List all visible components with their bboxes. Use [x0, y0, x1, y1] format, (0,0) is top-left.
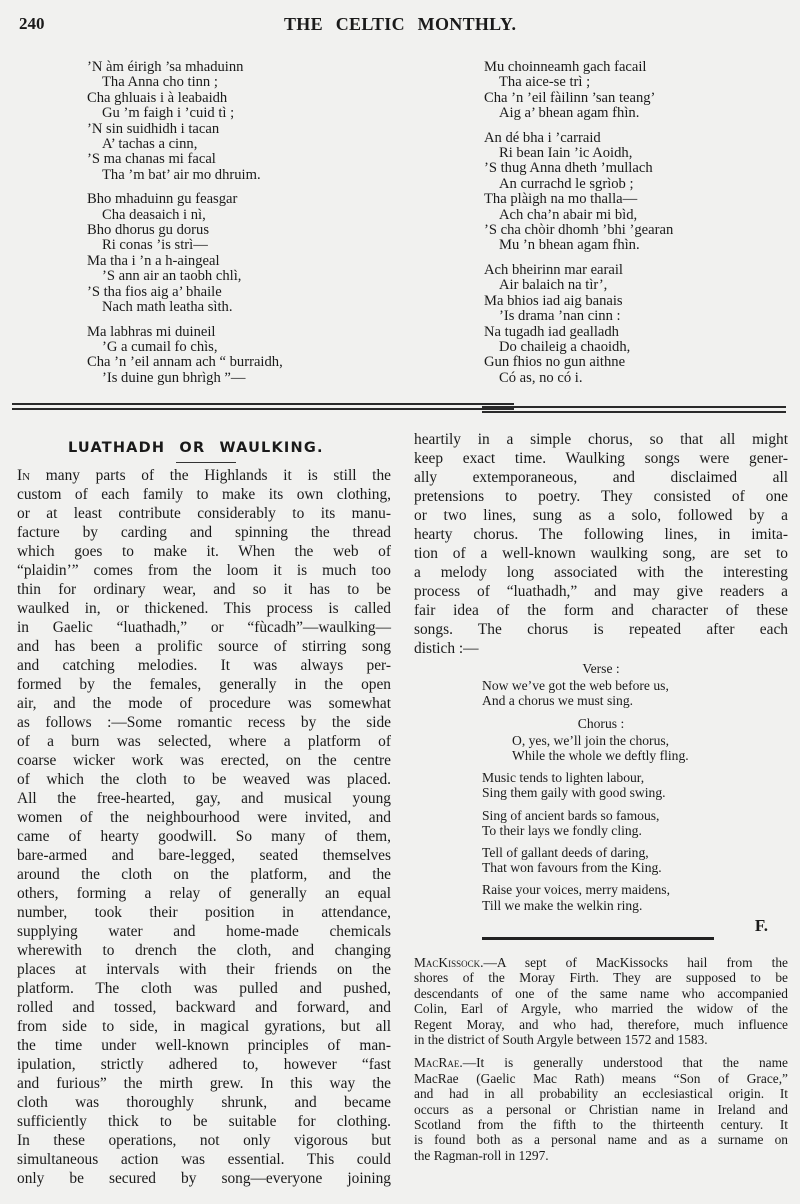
poem-line: Ma labhras mi duineil: [87, 323, 216, 340]
article-line: cloth was thoroughly shrunk, and became: [17, 1094, 391, 1111]
article-line: women of the neighbourhood were invited, and: [17, 809, 391, 826]
poem-line: ’S ma chanas mi facal: [87, 151, 216, 168]
poem-line: Ma tha i ’n a h-aingeal: [87, 252, 220, 269]
poem-line: Na tugadh iad gealladh: [484, 323, 619, 340]
song-line: And a chorus we must sing.: [482, 693, 634, 709]
song-line: Tell of gallant deeds of daring,: [482, 845, 649, 861]
article-line: [17, 466, 391, 485]
poem-line: ’S tha fios aig a’ bhaile: [87, 283, 222, 300]
verse-label: Verse :: [582, 661, 620, 676]
article-line: heartily in a simple chorus, so that all might: [414, 431, 788, 448]
article-line: ipulation, strictly adhered to, however “fast: [17, 1056, 391, 1073]
title-underline: [176, 462, 236, 463]
poem-line: Gun fhios no gun aithne: [484, 354, 626, 371]
article-line: coarse wicker work was erected, on the centre: [17, 752, 391, 769]
poem-line: Tha plàigh na mo thalla—: [484, 191, 638, 208]
article-line: or at least contribute considerably to its manu-: [17, 505, 391, 522]
note-line: is found both as a personal name and as a surname on: [414, 1132, 788, 1148]
poem-line: Do chaileig a chaoidh,: [499, 338, 631, 355]
article-line: from side to side, in magical gyrations, but all: [17, 1018, 391, 1035]
poem-line: Aig a’ bhean agam fhìn.: [499, 105, 640, 122]
song-line: O, yes, we’ll join the chorus,: [512, 732, 670, 748]
article-line: formed by the females, generally in the open: [17, 676, 391, 693]
poem-stanza: [87, 192, 283, 315]
poem-line: Air balaich na tìr’,: [499, 277, 608, 294]
running-head: THE CELTIC MONTHLY.: [284, 14, 517, 34]
song-verse: [414, 678, 788, 708]
waulking-song: [414, 661, 788, 940]
poem-line: Tha Anna cho tinn ;: [102, 74, 218, 91]
note-line: MacRae (Gaelic Mac Rath) means “Son of Grace,”: [414, 1070, 788, 1086]
poem-line: ’N àm éirigh ’sa mhaduinn: [87, 59, 244, 75]
poem-line: Cha deasaich i nì,: [102, 206, 206, 223]
surname-note: [414, 1055, 788, 1163]
poem-stanza: [484, 131, 673, 254]
poem-line: An currachd le sgrìob ;: [499, 175, 634, 192]
song-stanza: [414, 808, 788, 838]
poem-left-column: [87, 60, 283, 395]
article-line: places at intervals with their friends on the: [17, 961, 391, 978]
article-line: number, took their position in attendance,: [17, 904, 391, 921]
article-title: LUATHADH OR WAULKING.: [68, 440, 324, 456]
poem-line: ’S cha chòir dhomh ’bhi ’gearan: [484, 222, 674, 239]
article-line: as follows :—Some romantic recess by the side: [17, 714, 391, 731]
song-chorus: [414, 733, 788, 763]
article-line: thin for ordinary wear, and so it has to be: [17, 581, 391, 598]
article-line: process of “luathadh,” and may give readers a: [414, 583, 788, 600]
poem-right-column: [484, 60, 673, 395]
article-right-paragraph: [414, 430, 788, 658]
poem-line: ’S ann air an taobh chlì,: [102, 268, 242, 285]
article-line: others, forming a relay of generally an equal: [17, 885, 391, 902]
poem-stanza: [484, 263, 673, 386]
song-end-rule: [482, 937, 714, 940]
article-line: waulked in, or thickened. This process is called: [17, 600, 391, 617]
article-line: hearty chorus. The following lines, in imita-: [414, 526, 788, 543]
section-divider-left: [12, 403, 514, 410]
poem-line: Mu choinneamh gach facail: [484, 59, 647, 75]
note-line: and had in all probability an ecclesiastical origin. It: [414, 1086, 788, 1102]
article-line: a melody long associated with the interesting: [414, 564, 788, 581]
article-line: which goes to make it. When the web of: [17, 543, 391, 560]
poem-line: ’G a cumail fo chìs,: [102, 338, 218, 355]
poem-line: Ach bheirinn mar earail: [484, 261, 623, 278]
article-line: came of hearty goodwill. So many of them,: [17, 828, 391, 845]
note-line-text: —It is generally understood that the name: [462, 1055, 788, 1071]
poem-line: Gu ’m faigh i ’cuid tì ;: [102, 105, 235, 122]
page-number: 240: [19, 14, 45, 33]
article-line: distich :—: [414, 640, 479, 657]
song-line: Raise your voices, merry maidens,: [482, 882, 670, 898]
note-heading: MacKissock.: [414, 955, 484, 971]
article-line: of a burn was selected, where a platform of: [17, 733, 391, 750]
note-line: descendants of one of the same name who accompanied: [414, 985, 788, 1001]
song-line: That won favours from the King.: [482, 860, 662, 876]
poem-line: Nach math leatha sìth.: [102, 299, 233, 316]
poem-line: Ri bean Iain ’ic Aoidh,: [499, 145, 633, 162]
note-line: occurs as a personal or Christian name in Ireland and: [414, 1101, 788, 1117]
poem-line: Ma bhios iad aig banais: [484, 292, 623, 309]
chorus-label: Chorus :: [577, 715, 625, 731]
poem-line: Ach cha’n abair mi bìd,: [499, 206, 638, 223]
song-line: Sing of ancient bards so famous,: [482, 807, 660, 823]
article-line: and has been a prolific source of stirring song: [17, 638, 391, 655]
note-line: shores of the Moray Firth. They are supposed to be: [414, 970, 788, 986]
poem-line: ’S thug Anna dheth ’mullach: [484, 160, 653, 177]
article-line: custom of each family to make its own clothing,: [17, 486, 391, 503]
song-line: Music tends to lighten labour,: [482, 770, 645, 786]
poem-stanza: [87, 325, 283, 387]
note-line-text: —A sept of MacKissocks hail from the: [483, 955, 788, 971]
article-column-left: [17, 466, 391, 1188]
article-line: In these operations, not only vigorous but: [17, 1132, 391, 1149]
article-line: “plaidin’” comes from the loom it is much too: [17, 562, 391, 579]
article-line: or two lines, sung as a solo, followed by a: [414, 507, 788, 524]
article-line: sufficiently thick to be suitable for clothing.: [17, 1113, 391, 1130]
poem-line: Cha ’n ’eil fàilinn ’san teang’: [484, 89, 656, 106]
song-line: Sing them gaily with good swing.: [482, 785, 666, 801]
poem-stanza: [484, 60, 673, 122]
article-line: simultaneous action was essential. This could: [17, 1151, 391, 1168]
poem-line: Tha ’m bat’ air mo dhruim.: [102, 166, 261, 183]
article-line: only be secured by song—everyone joining: [17, 1170, 391, 1187]
article-line: platform. The cloth was pulled and pushed,: [17, 980, 391, 997]
poem-line: Cha ’n ’eil annam ach “ burraidh,: [87, 354, 283, 371]
song-line: Now we’ve got the web before us,: [482, 678, 669, 694]
poem-line: ’Is duine gun bhrìgh ”—: [102, 369, 246, 386]
note-line: the Ragman-roll in 1297.: [414, 1147, 549, 1163]
poem-line: Bho dhorus gu dorus: [87, 222, 210, 239]
poem-line: Ri conas ’is strì—: [102, 237, 208, 254]
article-line: around the cloth on the platform, and the: [17, 866, 391, 883]
note-heading: MacRae.: [414, 1055, 463, 1071]
note-line: [414, 1055, 788, 1070]
article-line: the time under well-known principles of man-: [17, 1037, 391, 1054]
note-line: [414, 955, 788, 970]
song-line: Till we make the welkin ring.: [482, 897, 643, 913]
article-line: rolled and tossed, backward and forward, and: [17, 999, 391, 1016]
article-line: keep exact time. Waulking songs were gener-: [414, 450, 788, 467]
surname-note: [414, 955, 788, 1047]
note-line: in the district of South Argyle between 1572 and 1583.: [414, 1032, 708, 1047]
poem-line: Cha ghluais i à leabaidh: [87, 89, 228, 106]
dropcap-word: In: [17, 467, 31, 484]
article-line: facture by carding and spinning the thread: [17, 524, 391, 541]
article-line: air, and the mode of procedure was somewhat: [17, 695, 391, 712]
poem-stanza: [87, 60, 283, 183]
section-divider-right: [482, 406, 786, 413]
poem-line: ’Is drama ’nan cinn :: [499, 308, 621, 325]
article-line: songs. The chorus is repeated after each: [414, 621, 788, 638]
article-line: and furious” the mirth grew. In this way the: [17, 1075, 391, 1092]
article-line: pretensions to poetry. They consisted of one: [414, 488, 788, 505]
surname-notes: [414, 955, 788, 1163]
article-line: ally extemporaneous, and disclaimed all: [414, 469, 788, 486]
poem-line: Tha aice-se trì ;: [499, 74, 591, 91]
note-line: Colin, Earl of Argyle, who married the widow of the: [414, 1001, 788, 1017]
song-line: While the whole we deftly fling.: [512, 748, 689, 764]
article-line: All the free-hearted, gay, and musical young: [17, 790, 391, 807]
article-line: wherewith to drench the cloth, and changing: [17, 942, 391, 959]
article-column-right: [414, 430, 788, 1171]
note-line: Regent Moray, and who had, therefore, much influence: [414, 1016, 788, 1032]
article-line: supplying water and home-made chemicals: [17, 923, 391, 940]
poem-line: ’N sin suidhidh i tacan: [87, 120, 220, 137]
song-stanza: [414, 845, 788, 875]
article-line: bare-armed and bare-legged, seated themselves: [17, 847, 391, 864]
poem-line: An dé bha i ’carraid: [484, 129, 601, 146]
song-line: To their lays we fondly cling.: [482, 822, 642, 838]
poem-line: Có as, no có i.: [499, 369, 583, 386]
article-line: of which the cloth to be weaved was placed.: [17, 771, 391, 788]
poem-line: Mu ’n bhean agam fhìn.: [499, 237, 640, 254]
song-stanza: [414, 882, 788, 912]
poem-line: Bho mhaduinn gu feasgar: [87, 191, 238, 208]
article-line: fair idea of the form and character of these: [414, 602, 788, 619]
song-stanza: [414, 770, 788, 800]
note-line: Scotland from the fifth to the thirteenth century. It: [414, 1116, 788, 1132]
article-line: in Gaelic “luathadh,” or “fùcadh”—waulking—: [17, 619, 391, 636]
article-line: tion of a well-known waulking song, are set to: [414, 545, 788, 562]
article-line: and catching melodies. It was always per-: [17, 657, 391, 674]
song-stanzas: [414, 770, 788, 913]
author-signature: F.: [754, 915, 768, 935]
poem-line: A’ tachas a cinn,: [102, 136, 198, 153]
article-line-text: many parts of the Highlands it is still the: [30, 467, 391, 484]
